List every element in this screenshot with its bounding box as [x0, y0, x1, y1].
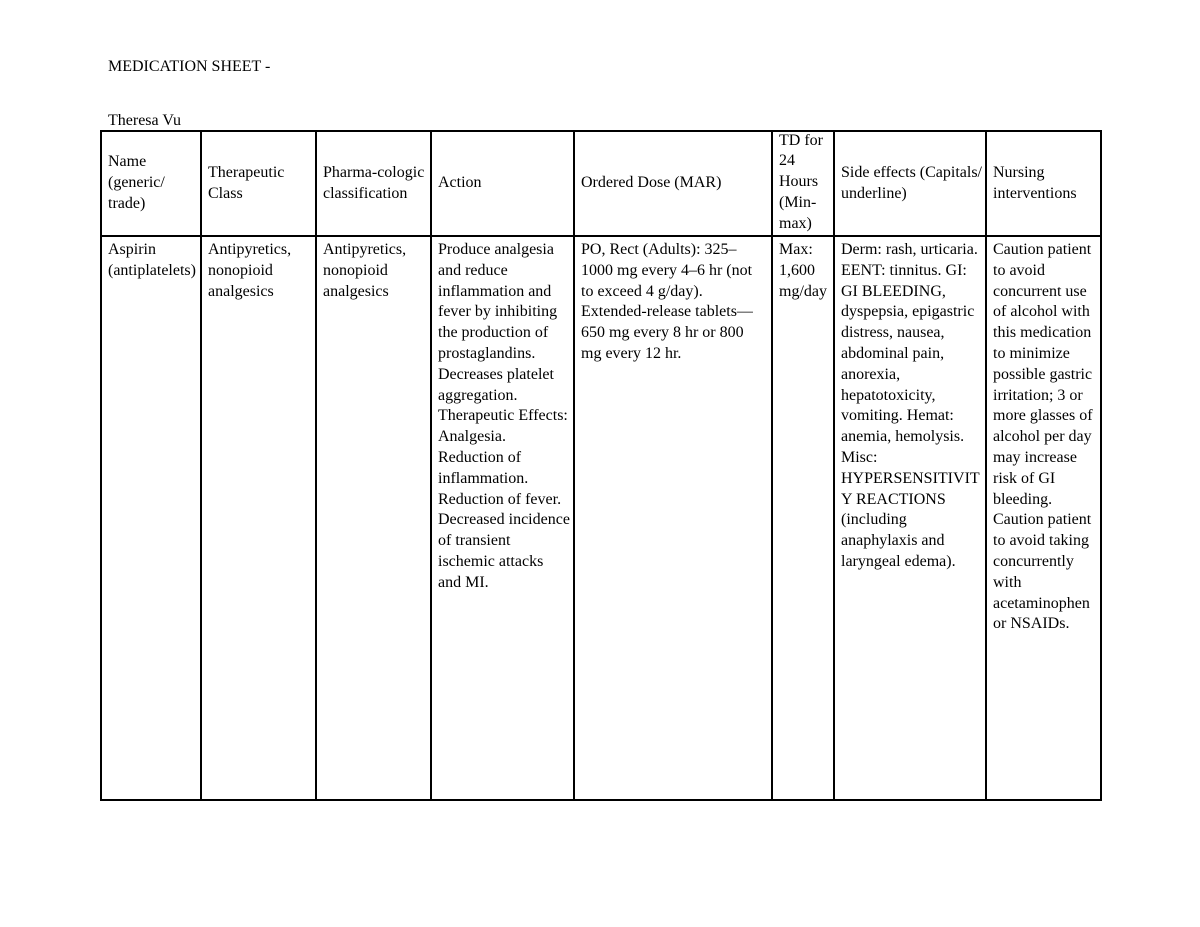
cell-pharmacologic-classification: Antipyretics, nonopioid analgesics: [316, 236, 431, 800]
header-td-24-hours: [772, 131, 834, 236]
cell-td-24-hours: Max: 1,600 mg/day: [772, 236, 834, 800]
cell-name: Aspirin (antiplatelets): [101, 236, 201, 800]
cell-ordered-dose: PO, Rect (Adults): 325–1000 mg every 4–6 hr (not to exceed 4 g/day). Extended-release tablets—650 mg every 8 hr or 800 mg every 12 hr.: [574, 236, 772, 800]
header-td-24-hours-label: TD for 24 Hours (Min-max): [779, 131, 823, 232]
cell-side-effects: Derm: rash, urticaria. EENT: tinnitus. GI: GI BLEEDING, dyspepsia, epigastric distress, nausea, abdominal pain, anorexia, hepatotoxicity, vomiting. Hemat: anemia, hemolysis. Misc: HYPERSENSITIVITY REACTIONS (including anaphylaxis and laryngeal edema).: [834, 236, 986, 800]
header-pharmacologic-classification: Pharma-cologic classification: [316, 131, 431, 236]
table-row: [101, 236, 1101, 800]
cell-action: Produce analgesia and reduce inflammation and fever by inhibiting the production of prostaglandins. Decreases platelet aggregation. Therapeutic Effects: Analgesia. Reduction of inflammation. Reduction of fever. Decreased incidence of transient ischemic attacks and MI.: [431, 236, 574, 800]
header-therapeutic-class: Therapeutic Class: [201, 131, 316, 236]
header-action: Action: [431, 131, 574, 236]
header-side-effects: Side effects (Capitals/ underline): [834, 131, 986, 236]
medication-table: [100, 130, 1102, 801]
cell-therapeutic-class: Antipyretics, nonopioid analgesics: [201, 236, 316, 800]
header-nursing-interventions: Nursing interventions: [986, 131, 1101, 236]
table-header-row: [101, 131, 1101, 236]
document-title: MEDICATION SHEET -: [108, 58, 271, 75]
author-name: Theresa Vu: [108, 112, 181, 129]
header-name: Name (generic/ trade): [101, 131, 201, 236]
header-ordered-dose: Ordered Dose (MAR): [574, 131, 772, 236]
cell-nursing-interventions: Caution patient to avoid concurrent use of alcohol with this medication to minimize possible gastric irritation; 3 or more glasses of alcohol per day may increase risk of GI bleeding. Caution patient to avoid taking concurrently with acetaminophen or NSAIDs.: [986, 236, 1101, 800]
